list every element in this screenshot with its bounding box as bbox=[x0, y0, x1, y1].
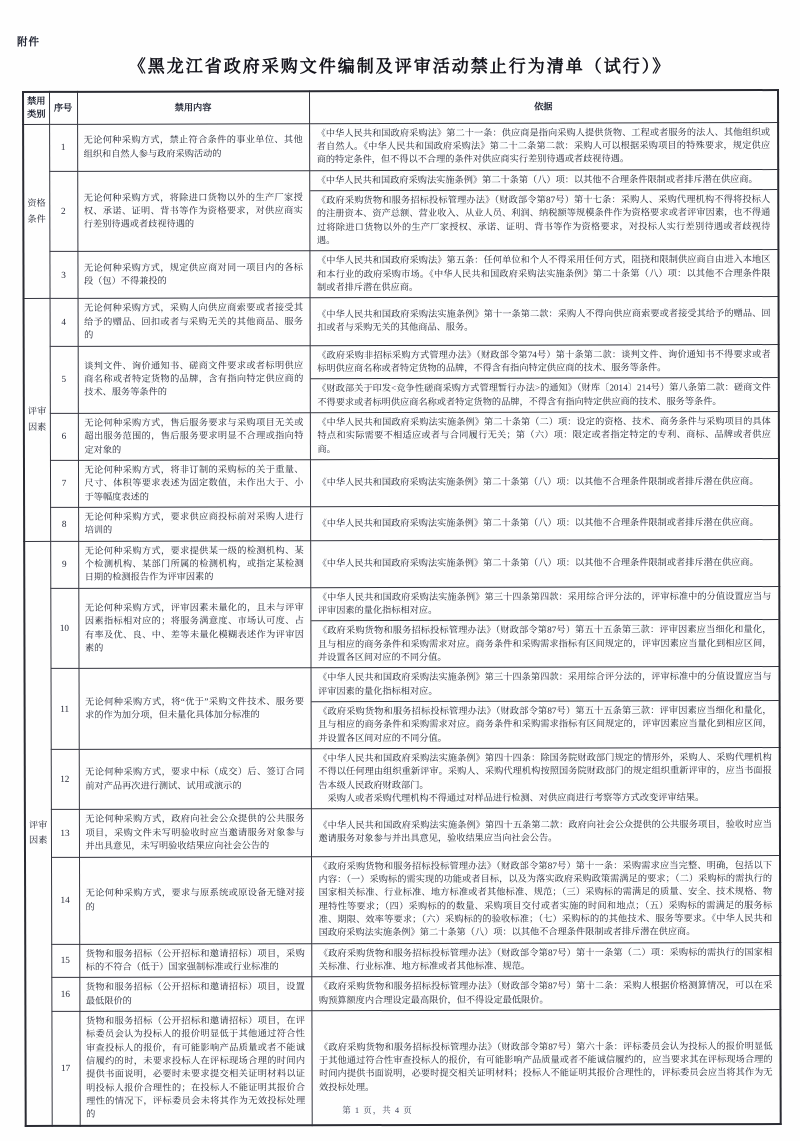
basis-cell bbox=[311, 748, 780, 810]
prohibited-content-cell: 无论何种采购方式，政府向社会公众提供的公共服务项目，采购文件未写明验收时应当邀请服务对象参与并出具意见，未写明验收结果应向社会公告的 bbox=[79, 809, 311, 857]
prohibited-content-cell: 货物和服务招标（公开招标和邀请招标）项目，采购标的不符合（低于）国家强制标准或行业标准的 bbox=[79, 943, 311, 977]
basis-text: 《中华人民共和国政府采购法实施条例》第四十五条第二款：政府向社会公众提供的公共服务项目，验收时应当邀请服务对象参与并出具意见，验收结果应当向社会公告。 bbox=[318, 819, 772, 844]
row-number-cell: 15 bbox=[51, 944, 79, 978]
category-cell: 评审因素 bbox=[24, 299, 51, 541]
prohibited-content-cell: 无论何种采购方式，将除进口货物以外的生产厂家授权、承诺、证明、背书等作为资格要求，对供应商实行差别待遇或者歧视待遇的 bbox=[77, 170, 309, 251]
category-cell: 资格条件 bbox=[23, 124, 49, 299]
basis-cell bbox=[310, 505, 779, 540]
basis-text: 《中华人民共和国政府采购法实施条例》第二十条第（二）项：设定的资格、技术、商务条件与采购项目的具体特点和实际需要不相适应或者与合同履行无关；第（六）项：限定或者指定特定的专利、商标、品牌或者供应商。 bbox=[317, 415, 771, 454]
row-number-cell: 17 bbox=[51, 1011, 79, 1125]
basis-cell bbox=[311, 855, 780, 943]
row-number-cell: 6 bbox=[50, 413, 78, 460]
prohibited-content-cell: 无论何种采购方式，采购人向供应商索要或者接受其给予的赠品、回扣或者与采购无关的其他商品、服务的 bbox=[78, 298, 310, 346]
row-number-cell: 8 bbox=[50, 507, 78, 541]
row-number-cell: 14 bbox=[51, 857, 79, 944]
basis-text: 《中华人民共和国政府采购法实施条例》第二十条第（八）项：以其他不合理条件限制或者排斥潜在供应商。 bbox=[316, 173, 758, 185]
prohibited-content-cell: 无论何种采购方式，禁止符合条件的事业单位、其他组织和自然人参与政府采购活动的 bbox=[77, 123, 309, 171]
table-row bbox=[24, 586, 779, 669]
basis-cell bbox=[310, 297, 779, 345]
header-basis: 依据 bbox=[309, 90, 778, 123]
prohibited-content-cell: 无论何种采购方式，要求中标（成交）后、签订合同前对产品再次进行测试、试用或演示的 bbox=[79, 749, 311, 810]
table-header-row bbox=[23, 90, 778, 124]
prohibited-content-cell: 谈判文件、询价通知书、磋商文件要求或者标明供应商名称或者特定货物的品牌，含有指向特定供应商的技术、服务等条件的 bbox=[78, 345, 310, 413]
basis-text: 《中华人民共和国政府采购法实施条例》第四十四条：除国务院财政部门规定的情形外，采购人、采购代理机构不得以任何理由组织重新评审。采购人、采购代理机构按照国务院财政部门的规定组织重新评审的，应当书面报告本级人民政府财政部门。 采购人或者采购代理机构不得通过对样品进行检测、对供应商进行考察等方式改变评审结果。 bbox=[318, 752, 772, 804]
page-footer: 第 1 页，共 4 页 bbox=[342, 1105, 413, 1115]
header-content: 禁用内容 bbox=[77, 91, 309, 124]
header-no: 序号 bbox=[49, 92, 77, 124]
row-number-cell: 3 bbox=[49, 252, 77, 299]
prohibited-content-cell: 无论何种采购方式，评审因素未量化的，且未与评审因素指标相对应的；将服务满意度、市场认可度、占有率及优、良、中、差等未量化模糊表述作为评审因素的 bbox=[78, 587, 310, 668]
basis-text: 《政府采购货物和服务招标投标管理办法》（财政部令第87号）第五十五条第三款：评审因素应当细化和量化，且与相应的商务条件和采购需求对应。商务条件和采购需求指标有区间规定的，评审因素应当量化到相应区间，并设置各区间对应的不同分值。 bbox=[311, 619, 779, 667]
row-number-cell: 9 bbox=[50, 541, 78, 588]
table-row bbox=[24, 539, 779, 588]
row-number-cell: 11 bbox=[51, 669, 79, 750]
basis-cell bbox=[309, 122, 778, 170]
prohibition-table bbox=[22, 89, 782, 1127]
header-category: 禁用类别 bbox=[23, 92, 49, 124]
basis-cell bbox=[311, 808, 780, 856]
row-number-cell: 4 bbox=[50, 299, 78, 346]
row-number-cell: 1 bbox=[49, 124, 77, 171]
basis-cell bbox=[310, 411, 779, 459]
basis-cell bbox=[309, 169, 778, 251]
table-body bbox=[23, 122, 781, 1125]
prohibited-content-cell: 无论何种采购方式，要求供应商投标前对采购人进行培训的 bbox=[78, 507, 310, 541]
row-number-cell: 10 bbox=[50, 588, 78, 669]
prohibited-content-cell: 无论何种采购方式，售后服务要求与采购项目无关或超出服务范围的，售后服务要求明显不合理或指向特定对象的 bbox=[78, 413, 310, 461]
basis-text: 《中华人民共和国政府采购法》第五条：任何单位和个人不得采用任何方式，阻挠和限制供应商自由进入本地区和本行业的政府采购市场。《中华人民共和国政府采购法实施条例》第二十条第（八）项：以其他不合理条件限制或者排斥潜在供应商。 bbox=[316, 254, 771, 293]
basis-text: 《中华人民共和国政府采购法》第二十一条：供应商是指向采购人提供货物、工程或者服务的法人、其他组织或者自然人。《中华人民共和国政府采购法》第二十二条第二款：采购人可以根据采购项目的特殊要求，规定供应商的特定条件，但不得以不合理的条件对供应商实行差别待遇或者歧视待遇。 bbox=[316, 126, 771, 165]
basis-cell bbox=[310, 344, 779, 413]
row-number-cell: 13 bbox=[51, 810, 79, 857]
table-row bbox=[24, 297, 779, 346]
table-row bbox=[25, 976, 780, 1012]
table-row bbox=[24, 344, 779, 413]
row-number-cell: 2 bbox=[49, 171, 77, 252]
basis-text: 《中华人民共和国政府采购法实施条例》第二十条第（八）项：以其他不合理条件限制或者排斥潜在供应商。 bbox=[317, 516, 759, 528]
basis-text: 《中华人民共和国政府采购法实施条例》第三十四条第四款：采用综合评分法的，评审标准中的分值设置应当与评审因素的量化指标相对应。 bbox=[318, 671, 772, 696]
basis-text: 《财政部关于印发<竞争性磋商采购方式管理暂行办法>的通知》（财库〔2014〕214号）第八条第二款：磋商文件不得要求或者标明供应商名称或者特定货物的品牌，不得含有指向特定供应商的技术、服务等条件。 bbox=[310, 377, 778, 412]
basis-text: 《中华人民共和国政府采购法实施条例》第二十条第（八）项：以其他不合理条件限制或者排斥潜在供应商。 bbox=[317, 557, 759, 569]
basis-text: 《政府采购货物和服务招标投标管理办法》（财政部令第87号）第五十五条第三款：评审因素应当细化和量化，且与相应的商务条件和采购需求对应。商务条件和采购需求指标有区间规定的，评审因素应当量化到相应区间，并设置各区间对应的不同分值。 bbox=[311, 700, 779, 748]
table-row bbox=[24, 458, 779, 507]
basis-cell bbox=[310, 539, 779, 587]
prohibited-content-cell: 无论何种采购方式，规定供应商对同一项目内的各标段（包）不得兼投的 bbox=[77, 251, 309, 299]
basis-text: 《中华人民共和国政府采购法实施条例》第十一条第二款：采购人不得向供应商索要或者接受其给予的赠品、回扣或者与采购无关的其他商品、服务。 bbox=[317, 308, 771, 333]
table-row bbox=[23, 169, 778, 252]
prohibited-content-cell: 无论何种采购方式，要求与原系统或原设备无缝对接的 bbox=[79, 856, 311, 944]
table-row bbox=[25, 667, 780, 750]
basis-cell bbox=[309, 250, 778, 298]
basis-text: 《中华人民共和国政府采购法实施条例》第三十四条第四款：采用综合评分法的，评审标准中的分值设置应当与评审因素的量化指标相对应。 bbox=[317, 590, 772, 616]
prohibited-content-cell: 无论何种采购方式，将非订制的采购标的关于重量、尺寸、体积等要求表述为固定数值，未作出大于、小于等幅度表述的 bbox=[78, 460, 310, 508]
basis-text: 《中华人民共和国政府采购法实施条例》第二十条第（八）项：以其他不合理条件限制或者排斥潜在供应商。 bbox=[317, 476, 759, 488]
table-row bbox=[25, 748, 780, 810]
basis-text: 《政府采购货物和服务招标投标管理办法》（财政部令第87号）第六十条：评标委员会认为投标人的报价明显低于其他通过符合性审查投标人的报价，有可能影响产品质量或者不能诚信履约的，应当要求其在评标现场合理的时间内提供书面说明，必要时提交相关证明材料；投标人不能证明其报价合理性的，评标委员会应当将其作为无效投标处理。 bbox=[318, 1040, 773, 1092]
basis-text: 《政府采购货物和服务招标投标管理办法》（财政部令第87号）第十七条：采购人、采购代理机构不得将投标人的注册资本、资产总额、营业收入、从业人员、利润、纳税额等规模条件作为资格要求或者评审因素，也不得通过将除进口货物以外的生产厂家授权、承诺、证明、背书等作为资格要求，对投标人实行差别待遇或者歧视待遇。 bbox=[310, 189, 778, 251]
table-row bbox=[24, 505, 779, 541]
basis-cell bbox=[311, 942, 780, 977]
table-row bbox=[25, 942, 780, 978]
table-row bbox=[25, 808, 780, 857]
attachment-label: 附件 bbox=[17, 37, 40, 48]
basis-cell bbox=[311, 976, 780, 1011]
row-number-cell: 16 bbox=[51, 978, 79, 1012]
table-row bbox=[25, 855, 780, 944]
prohibited-content-cell: 货物和服务招标（公开招标和邀请招标）项目，在评标委员会认为投标人的报价明显低于其他通过符合性审查投标人的报价，有可能影响产品质量或者不能诚信履约的时，未要求投标人在评标现场合理的时间内提供书面说明，必要时未要求提交相关证明材料以证明投标人报价合理性的；在投标人不能证明其报价合理性的情况下，评标委员会未将其作为无效投标处理的 bbox=[79, 1011, 311, 1126]
basis-cell bbox=[311, 667, 780, 749]
table-row bbox=[24, 411, 779, 460]
basis-cell bbox=[310, 458, 779, 506]
prohibited-content-cell: 无论何种采购方式，要求提供某一级的检测机构、某个检测机构、某部门所属的检测机构，或指定某检测日期的检测报告作为评审因素的 bbox=[78, 540, 310, 588]
table-row bbox=[23, 122, 778, 171]
prohibited-content-cell: 无论何种采购方式，将“优于”采购文件技术、服务要求的作为加分项，但未量化具体加分标准的 bbox=[79, 668, 311, 749]
row-number-cell: 12 bbox=[51, 749, 79, 809]
prohibited-content-cell: 货物和服务招标（公开招标和邀请招标）项目，设置最低限价的 bbox=[79, 977, 311, 1011]
table-row bbox=[23, 250, 778, 299]
basis-text: 《政府采购非招标采购方式管理办法》（财政部令第74号）第十条第二款：谈判文件、询价通知书不得要求或者标明供应商名称或者特定货物的品牌，不得含有指向特定供应商的技术、服务等条件。 bbox=[317, 348, 771, 374]
basis-text: 《政府采购货物和服务招标投标管理办法》（财政部令第87号）第十一条第（二）项：采购标的需执行的国家相关标准、行业标准、地方标准或者其他标准、规范。 bbox=[318, 946, 773, 972]
basis-cell bbox=[310, 586, 779, 668]
row-number-cell: 5 bbox=[50, 346, 78, 413]
basis-text: 《政府采购货物和服务招标投标管理办法》（财政部令第87号）第十二条：采购人根据价格测算情况，可以在采购预算额度内合理设定最高限价，但不得设定最低限价。 bbox=[318, 980, 773, 1005]
page-title: 《黑龙江省政府采购文件编制及评审活动禁止行为清单（试行）》 bbox=[128, 57, 672, 76]
category-cell: 评审因素 bbox=[24, 541, 52, 1126]
basis-text: 《政府采购货物和服务招标投标管理办法》（财政部令第87号）第十一条：采购需求应当完整、明确，包括以下内容：（一）采购标的需实现的功能或者目标，以及为落实政府采购政策需满足的要求；（二）采购标的需执行的国家相关标准、行业标准、地方标准或者其他标准、规范；（三）采购标的需满足的质量、安全、技术规格、物理特性等要求；（四）采购标的的数量、采购项目交付或者实施的时间和地点；（五）采购标的需满足的服务标准、期限、效率等要求；（六）采购标的的验收标准；（七）采购标的的其他技术、服务等要求。《中华人民共和国政府采购法实施条例》第二十条第（八）项：以其他不合理条件限制或者排斥潜在供应商。 bbox=[318, 859, 773, 938]
row-number-cell: 7 bbox=[50, 460, 78, 507]
